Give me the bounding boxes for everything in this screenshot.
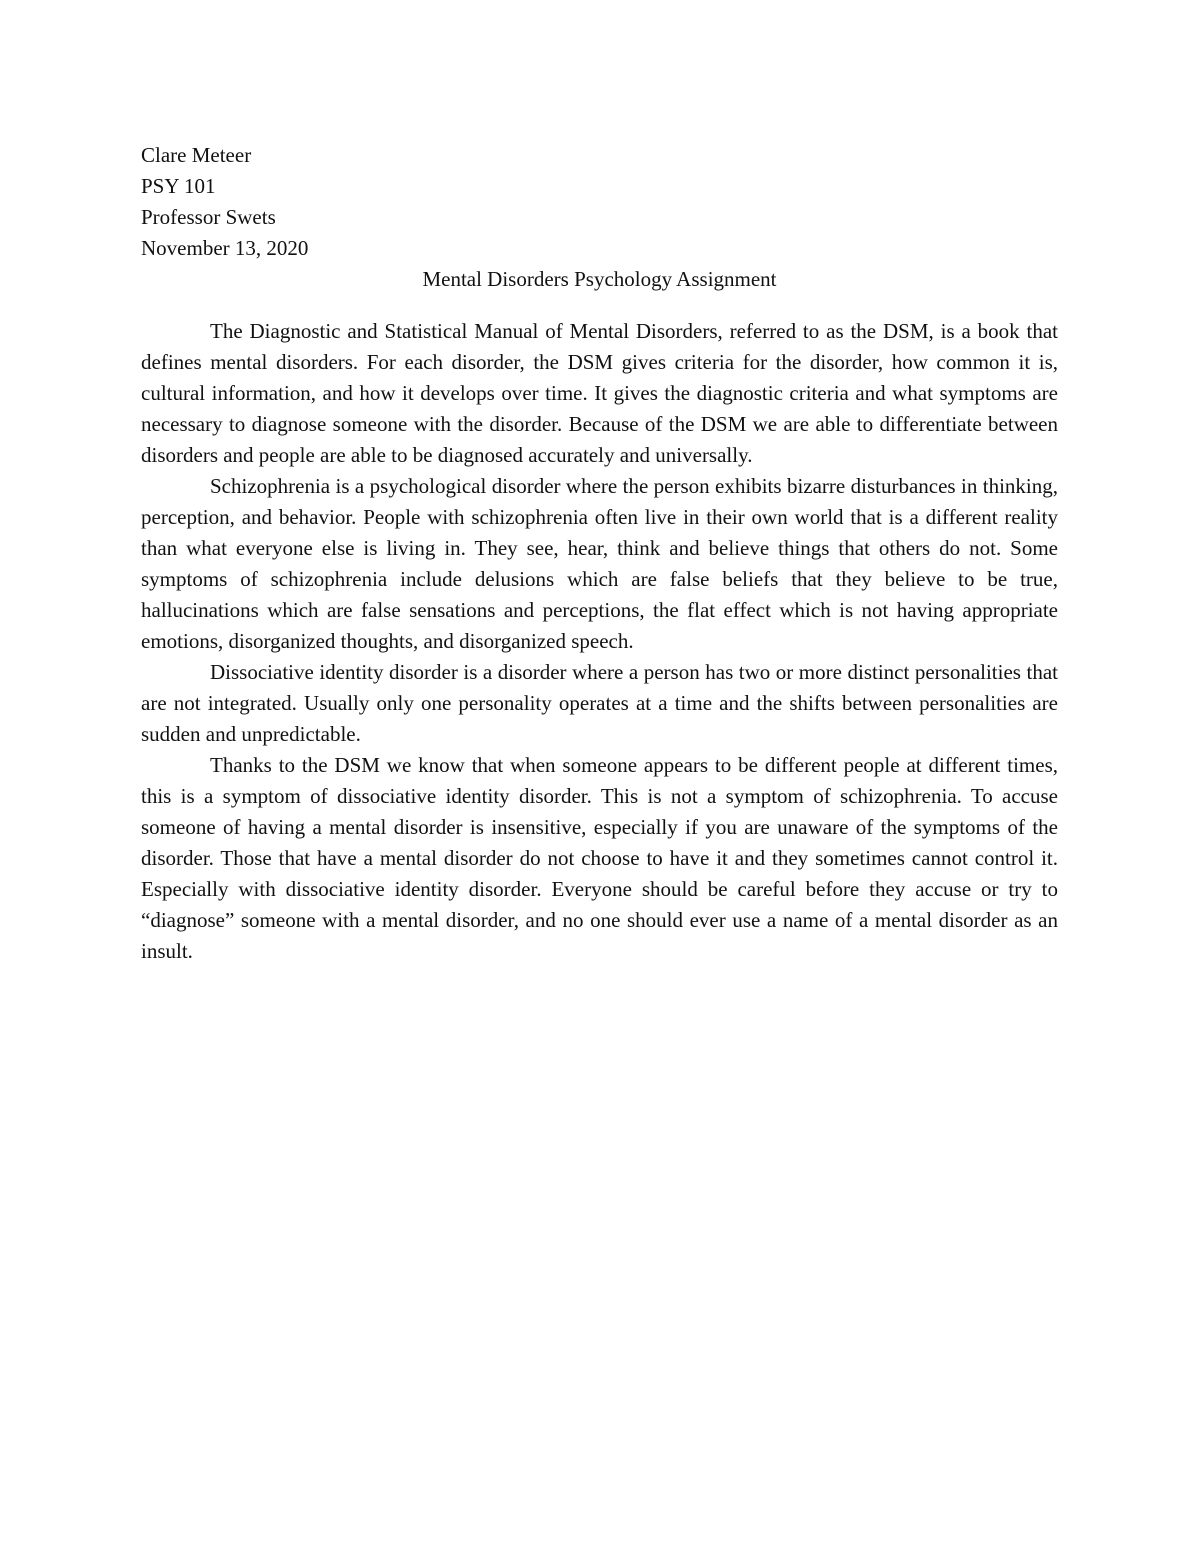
paragraph-schizophrenia: Schizophrenia is a psychological disorder where the person exhibits bizarre disturbances in thinking, perception, and behavior. People with schizophrenia often live in their own world that is a different reality than what everyone else is living in. They see, hear, think and believe things that others do not. Some symptoms of schizophrenia include delusions which are false beliefs that they believe to be true, hallucinations which are false sensations and perceptions, the flat effect which is not having appropriate emotions, disorganized thoughts, and disorganized speech.: [141, 474, 1058, 653]
submission-date: November 13, 2020: [141, 236, 309, 260]
document-title: Mental Disorders Psychology Assignment: [422, 267, 777, 291]
paragraph-conclusion: Thanks to the DSM we know that when someone appears to be different people at different times, this is a symptom of dissociative identity disorder. This is not a symptom of schizophrenia. To accuse someone of having a mental disorder is insensitive, especially if you are unaware of the symptoms of the disorder. Those that have a mental disorder do not choose to have it and they sometimes cannot control it. Especially with dissociative identity disorder. Everyone should be careful before they accuse or try to “diagnose” someone with a mental disorder, and no one should ever use a name of a mental disorder as an insult.: [141, 753, 1058, 963]
document-body: [141, 140, 1058, 967]
professor-name: Professor Swets: [141, 205, 276, 229]
paragraph-dissociative-identity: Dissociative identity disorder is a disorder where a person has two or more distinct personalities that are not integrated. Usually only one personality operates at a time and the shifts between personalities are sudden and unpredictable.: [141, 660, 1058, 746]
author-name: Clare Meteer: [141, 143, 252, 167]
header-block: [141, 140, 1058, 264]
paragraph-dsm: The Diagnostic and Statistical Manual of Mental Disorders, referred to as the DSM, is a book that defines mental disorders. For each disorder, the DSM gives criteria for the disorder, how common it is, cultural information, and how it develops over time. It gives the diagnostic criteria and what symptoms are necessary to diagnose someone with the disorder. Because of the DSM we are able to differentiate between disorders and people are able to be diagnosed accurately and universally.: [141, 319, 1058, 467]
course-code: PSY 101: [141, 174, 216, 198]
